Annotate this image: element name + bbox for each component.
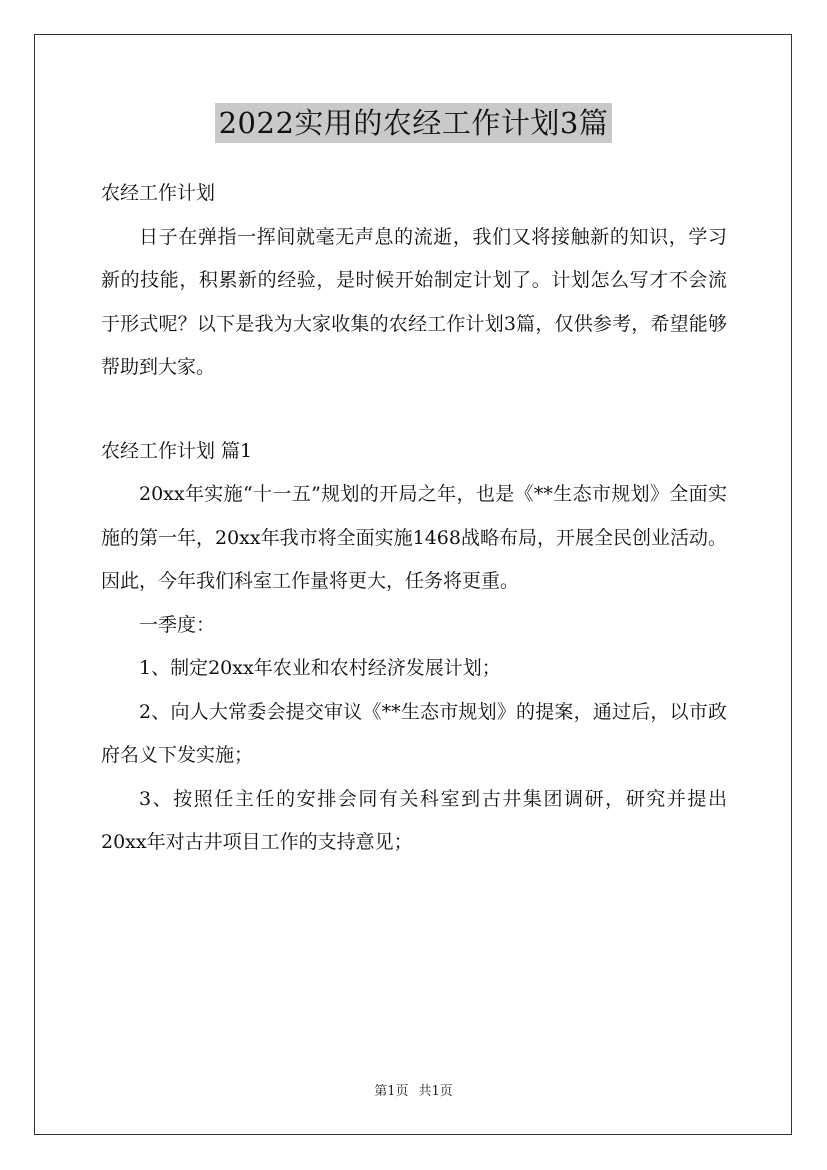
document-body: [101, 172, 727, 865]
page-total: 共1页: [418, 1084, 453, 1099]
document-title: 2022实用的农经工作计划3篇: [215, 103, 613, 143]
page-number: 第1页: [374, 1084, 409, 1099]
page-footer: [0, 1082, 827, 1102]
body-paragraph: 一季度：: [139, 613, 216, 636]
body-paragraph: 20xx年实施“十一五”规划的开局之年，也是《**生态市规划》全面实施的第一年，20xx年我市将全面实施1468战略布局，开展全民创业活动。因此，今年我们科室工作量将更大，任务将更重。: [101, 483, 727, 592]
body-paragraph: 2、向人大常委会提交审议《**生态市规划》的提案，通过后，以市政府名义下发实施；: [101, 700, 727, 766]
body-paragraph: 1、制定20xx年农业和农村经济发展计划；: [139, 657, 501, 679]
intro-heading: 农经工作计划: [101, 182, 216, 204]
section-heading: 农经工作计划 篇1: [101, 439, 253, 462]
title-wrap: [0, 103, 827, 143]
section-spacer: [101, 390, 727, 430]
intro-paragraph: 日子在弹指一挥间就毫无声息的流逝，我们又将接触新的知识，学习新的技能，积累新的经验，是时候开始制定计划了。计划怎么写才不会流于形式呢？以下是我为大家收集的农经工作计划3篇，仅供参考，希望能够帮助到大家。: [101, 225, 727, 378]
body-paragraph: 3、按照任主任的安排会同有关科室到古井集团调研，研究并提出20xx年对古井项目工作的支持意见；: [101, 787, 727, 853]
